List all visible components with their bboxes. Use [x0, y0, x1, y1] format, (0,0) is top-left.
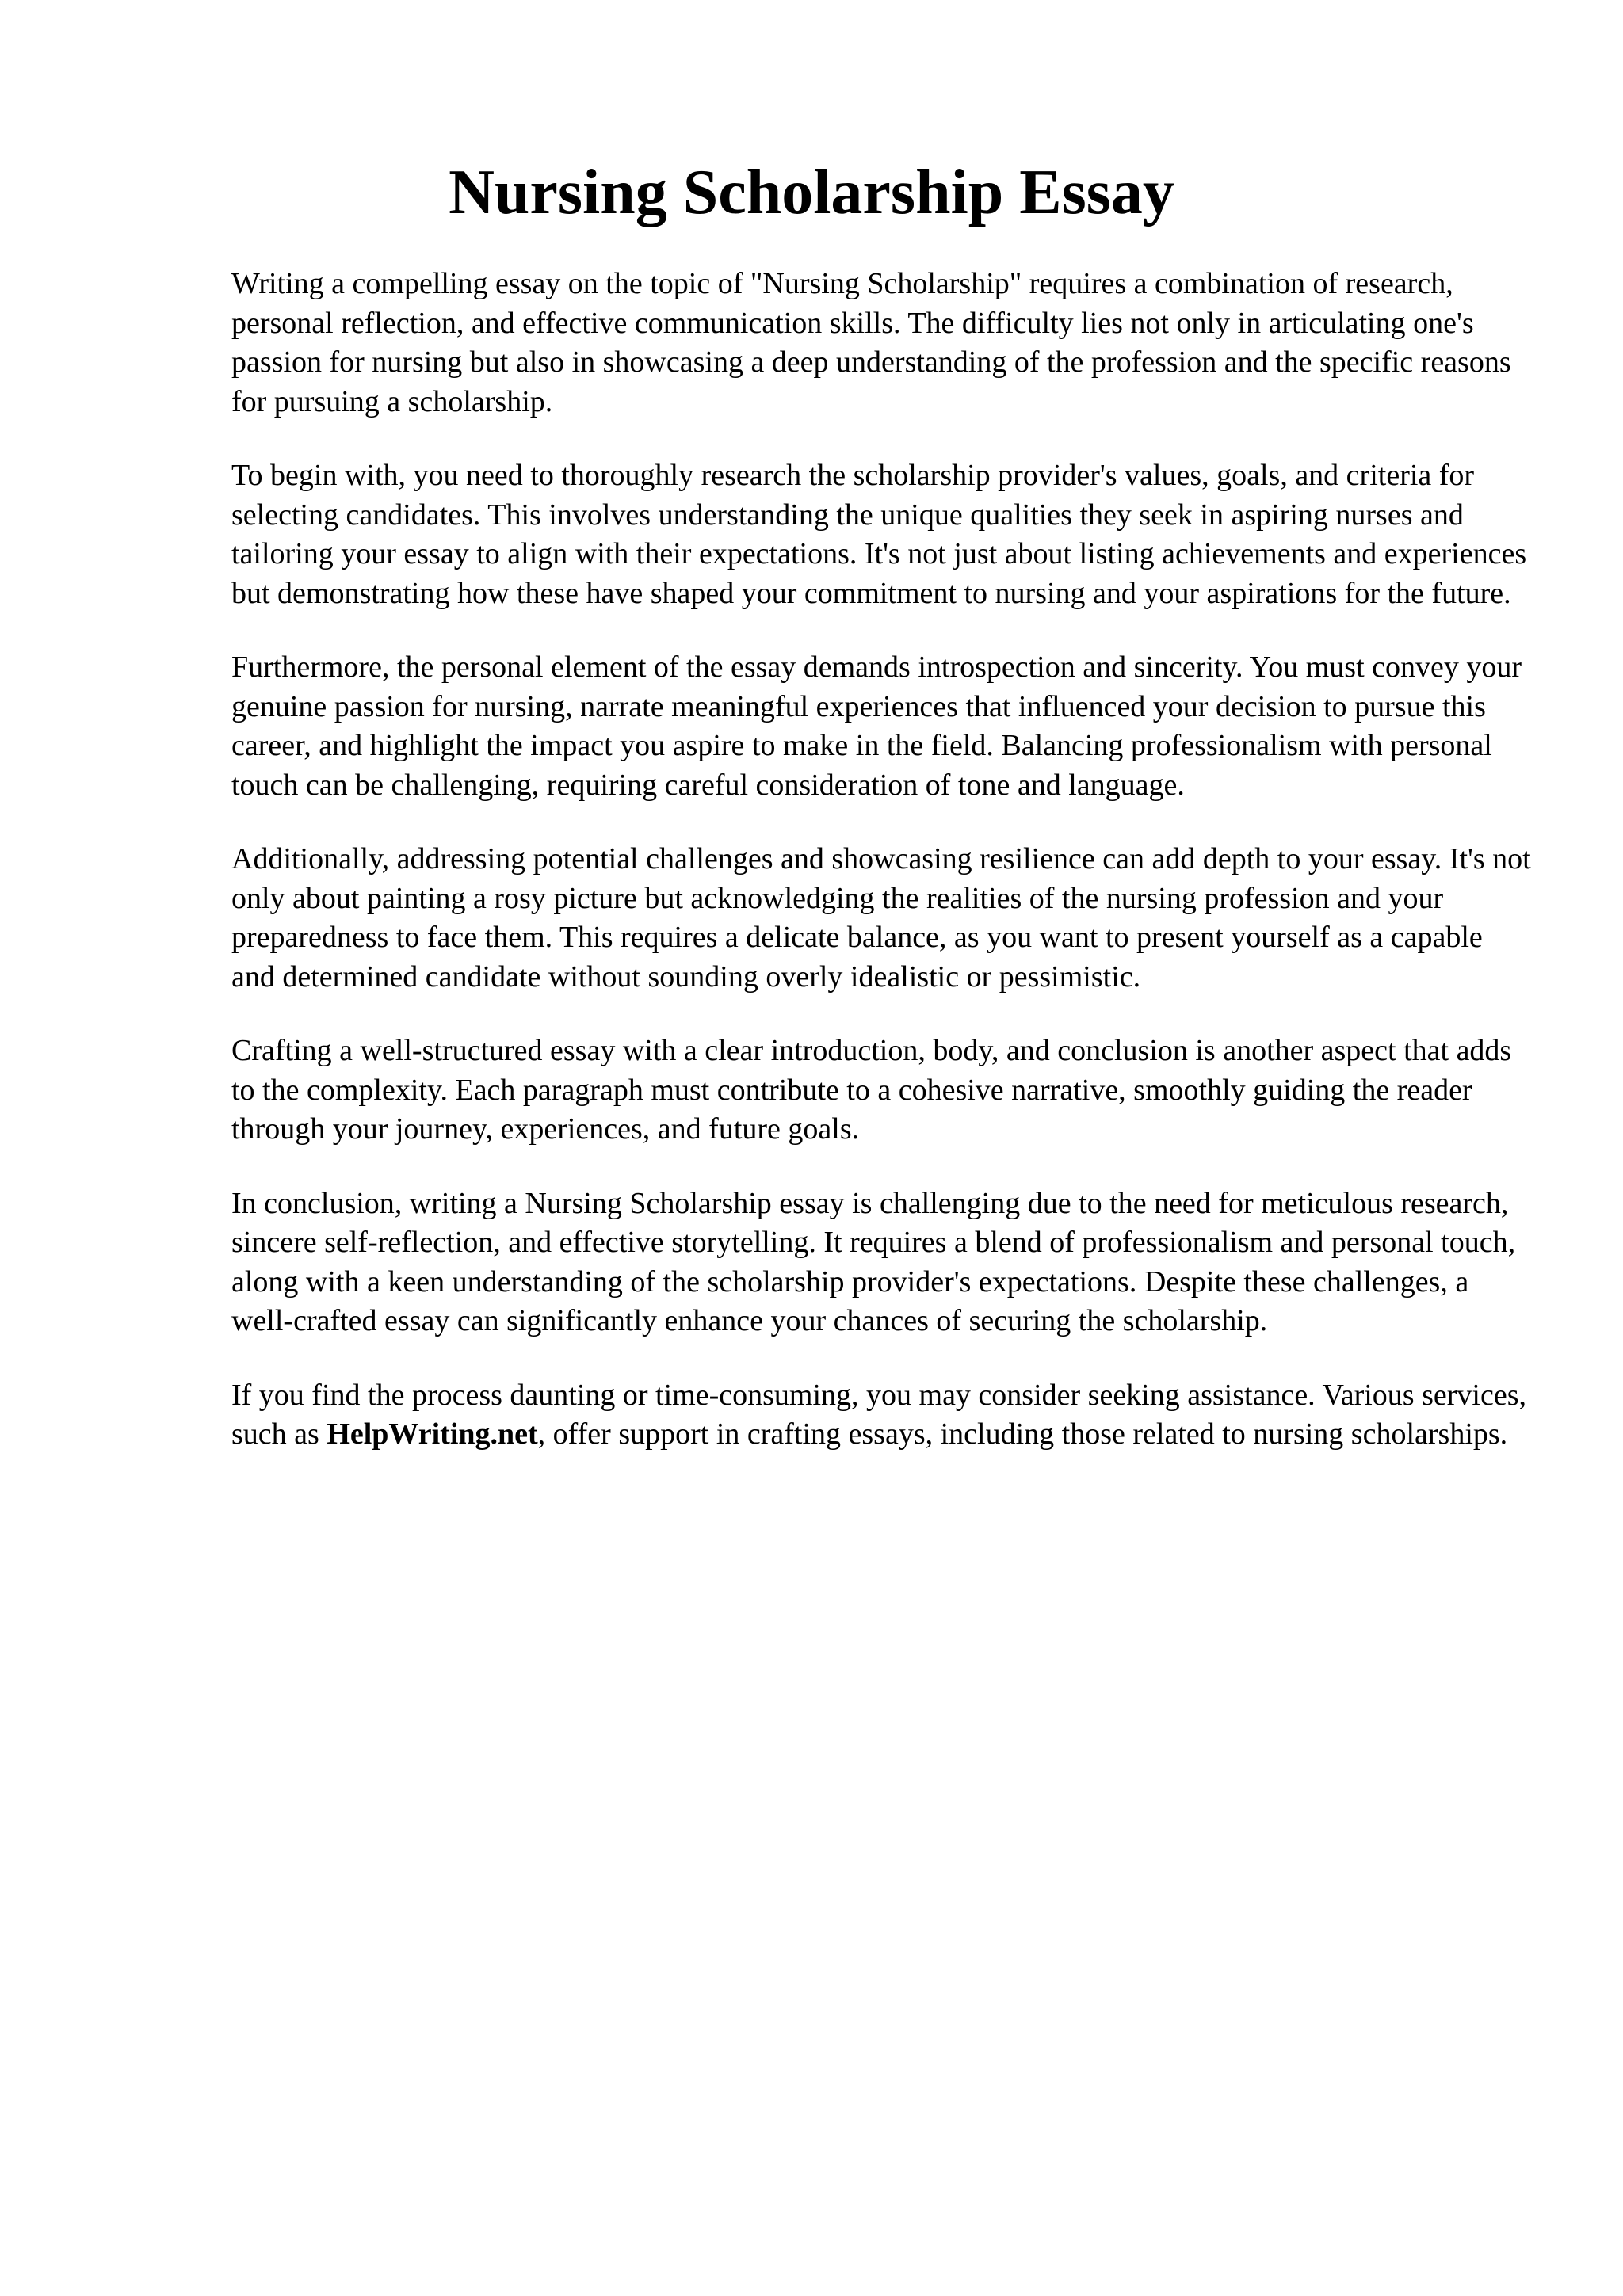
paragraph-personal: Furthermore, the personal element of the essay demands introspection and sincerity. You must convey your genuine passion for nursing, narrate meaningful experiences that influenced your decision to pursue this career, and highlight the impact you aspire to make in the field. Balancing professionalism with personal touch can be challenging, requiring careful consideration of tone and language.	[231, 650, 1522, 802]
paragraph-structure: Crafting a well-structured essay with a clear introduction, body, and conclusion is another aspect that adds to the complexity. Each paragraph must contribute to a cohesive narrative, smoothly guiding the reader through your journey, experiences, and future goals.	[231, 1034, 1512, 1146]
page-title: Nursing Scholarship Essay	[449, 158, 1174, 227]
closing-text-before: If you find the process daunting or time-consuming, you may consider seeking assistance. Various services, such as	[231, 1378, 1526, 1451]
paragraph-research: To begin with, you need to thoroughly research the scholarship provider's values, goals, and criteria for selecting candidates. This involves understanding the unique qualities they seek in aspiring nurses and tailoring your essay to align with their expectations. It's not just about listing achievements and experiences but demonstrating how these have shaped your commitment to nursing and your aspirations for the future.	[231, 459, 1527, 610]
essay-body	[231, 265, 1531, 1489]
brand-name: HelpWriting.net	[327, 1417, 538, 1451]
paragraph-conclusion: In conclusion, writing a Nursing Scholarship essay is challenging due to the need for meticulous research, sincere self-reflection, and effective storytelling. It requires a blend of professionalism and personal touch, along with a keen understanding of the scholarship provider's expectations. Despite these challenges, a well-crafted essay can significantly enhance your chances of securing the scholarship.	[231, 1186, 1516, 1337]
paragraph-challenges: Additionally, addressing potential challenges and showcasing resilience can add depth to your essay. It's not only about painting a rosy picture but acknowledging the realities of the nursing profession and your preparedness to face them. This requires a delicate balance, as you want to present yourself as a capable and determined candidate without sounding overly idealistic or pessimistic.	[231, 842, 1531, 994]
paragraph-closing	[231, 1376, 1531, 1455]
closing-text-after: , offer support in crafting essays, including those related to nursing scholarships.	[537, 1417, 1508, 1451]
paragraph-intro: Writing a compelling essay on the topic of "Nursing Scholarship" requires a combination of research, personal reflection, and effective communication skills. The difficulty lies not only in articulating one's passion for nursing but also in showcasing a deep understanding of the profession and the specific reasons for pursuing a scholarship.	[231, 267, 1511, 418]
